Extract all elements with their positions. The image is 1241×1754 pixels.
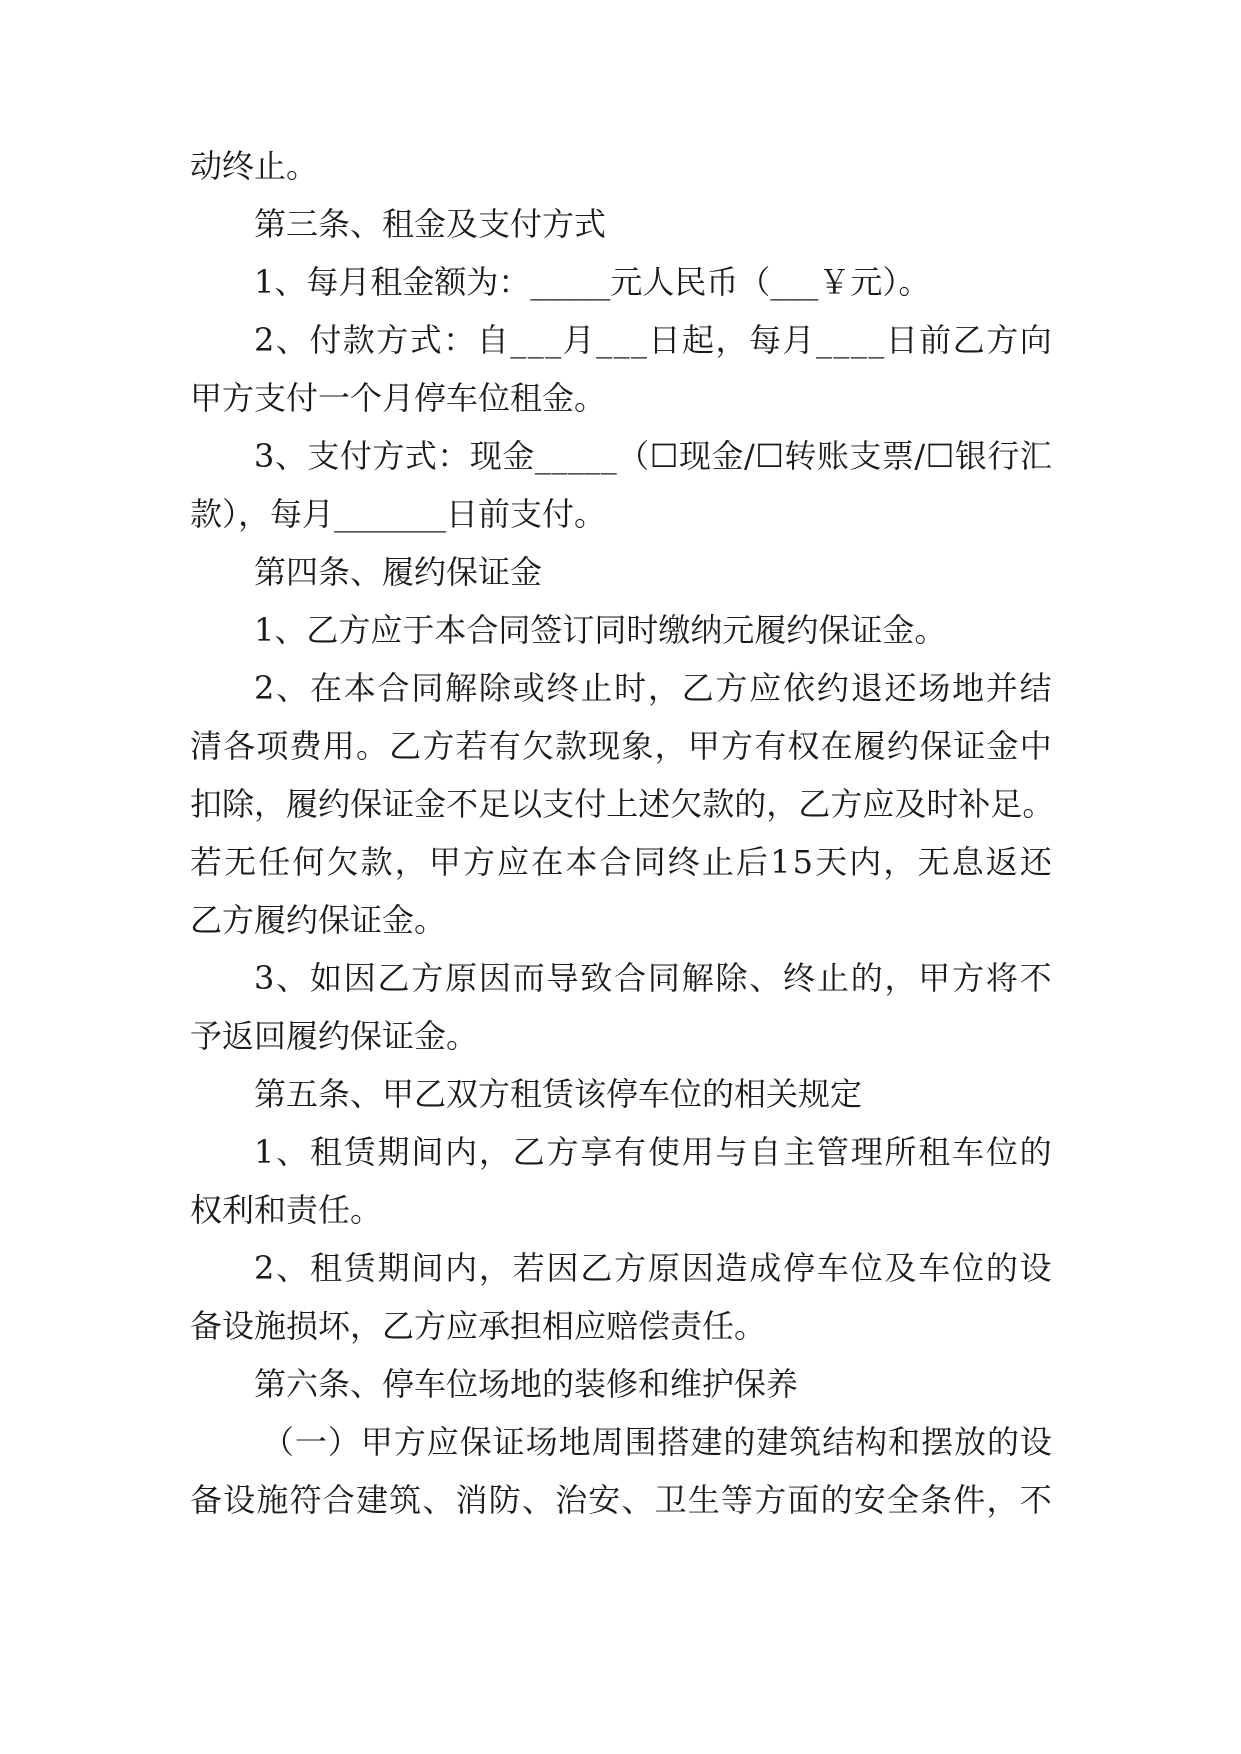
text-line: 清 各 项 费 用 。 乙 方 若 有 欠 款 现 象 ， 甲 方 有 权 在 履 约 保 证 金 中 — [190, 727, 1052, 765]
clause-item: 2 、 在 本 合 同 解 除 或 终 止 时 ， 乙 方 应 依 约 退 还 场 地 并 结 — [254, 669, 1052, 707]
text-line: 备设施损坏，乙方应承担相应赔偿责任。 — [190, 1307, 767, 1345]
text-line: 若 无 任 何 欠 款 ， 甲 方 应 在 本 合 同 终 止 后 1 5 天 内 ， 无 息 返 还 — [190, 843, 1052, 881]
text-line: 予返回履约保证金。 — [190, 1017, 479, 1055]
clause-item: （ 一 ） 甲 方 应 保 证 场 地 周 围 搭 建 的 建 筑 结 构 和 摆 放 的 设 — [262, 1423, 1052, 1461]
text-line: 权利和责任。 — [190, 1191, 383, 1229]
text-line: 款），每月_______日前支付。 — [190, 495, 607, 533]
clause-item: 1 、 租 赁 期 间 内 ， 乙 方 享 有 使 用 与 自 主 管 理 所 租 车 位 的 — [254, 1133, 1052, 1171]
section-heading: 第五条、甲乙双方租赁该停车位的相关规定 — [254, 1075, 863, 1113]
text-line: 乙方履约保证金。 — [190, 901, 447, 939]
text-line: 扣 除 ， 履 约 保 证 金 不 足 以 支 付 上 述 欠 款 的 ， 乙 方 应 及 时 补 足 。 — [190, 785, 1055, 823]
text-line: 甲方支付一个月停车位租金。 — [190, 379, 607, 417]
clause-item: 1、每月租金额为：_____元人民币（___￥元）。 — [254, 263, 931, 301]
clause-item: 3 、 支 付 方 式 ： 现 金 _ _ _ _ _ （ ☐ 现 金 / ☐ 转 账 支 票 / ☐ 银 行 汇 — [254, 437, 1052, 475]
text-line: 动终止。 — [190, 147, 319, 185]
text-line: 备 设 施 符 合 建 筑 、 消 防 、 治 安 、 卫 生 等 方 面 的 安 全 条 件 ， 不 — [190, 1481, 1052, 1519]
clause-item: 3 、 如 因 乙 方 原 因 而 导 致 合 同 解 除 、 终 止 的 ， 甲 方 将 不 — [254, 959, 1052, 997]
clause-item: 2 、 付 款 方 式 ： 自 _ _ _ 月 _ _ _ 日 起 ， 每 月 _ _ _ _ 日 前 乙 方 向 — [254, 321, 1052, 359]
section-heading: 第三条、租金及支付方式 — [254, 205, 607, 243]
clause-item: 1、乙方应于本合同签订同时缴纳元履约保证金。 — [254, 611, 947, 649]
clause-item: 2 、 租 赁 期 间 内 ， 若 因 乙 方 原 因 造 成 停 车 位 及 车 位 的 设 — [254, 1249, 1052, 1287]
section-heading: 第六条、停车位场地的装修和维护保养 — [254, 1365, 799, 1403]
section-heading: 第四条、履约保证金 — [254, 553, 543, 591]
